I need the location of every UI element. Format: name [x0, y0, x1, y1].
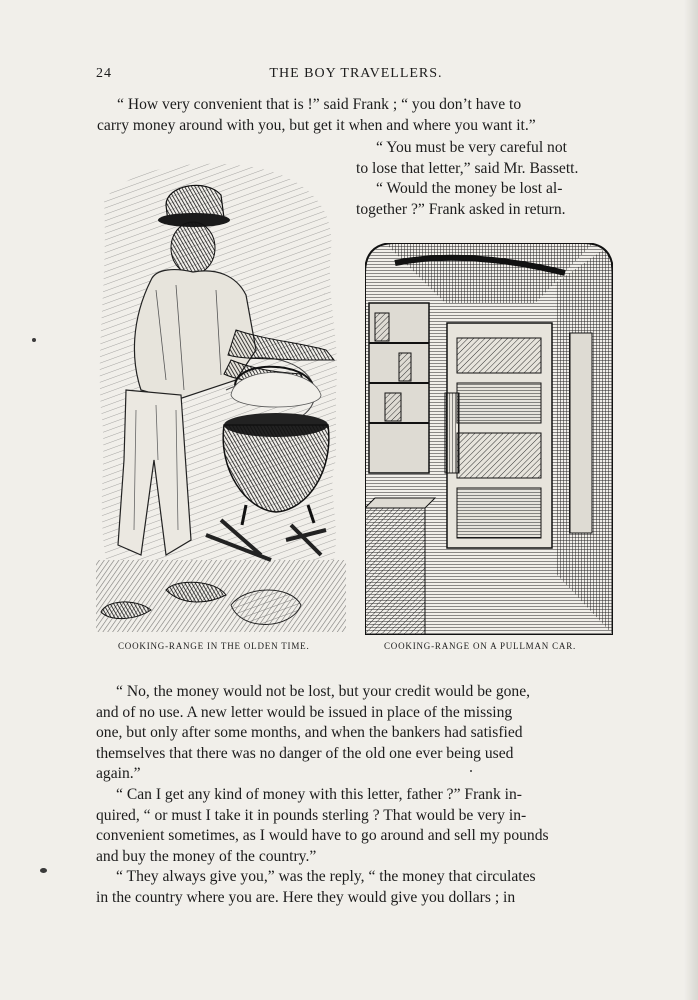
- text-line: to lose that letter,” said Mr. Bassett.: [356, 159, 579, 177]
- text-line: “ No, the money would not be lost, but your credit would be gone,: [116, 683, 531, 700]
- caption-pullman-car: COOKING-RANGE ON A PULLMAN CAR.: [384, 641, 577, 651]
- caption-olden-time: COOKING-RANGE IN THE OLDEN TIME.: [118, 641, 310, 651]
- text-line: together ?” Frank asked in return.: [356, 200, 566, 218]
- bottom-text: [96, 682, 618, 909]
- text-line: one, but only after some months, and when the bankers had satisfied: [96, 724, 523, 742]
- text-line: carry money around with you, but get it when and where you want it.”: [97, 116, 536, 134]
- text-line: again.”: [96, 765, 141, 783]
- text-line: quired, “ or must I take it in pounds sterling ? That would be very in-: [96, 806, 527, 824]
- text-line: “ You must be very careful not: [376, 139, 567, 156]
- olden-cooking-illustration: [96, 160, 346, 632]
- text-line: “ They always give you,” was the reply, “ the money that circulates: [116, 868, 536, 886]
- text-line: themselves that there was no danger of the old one ever being used: [96, 744, 514, 762]
- paper-speck: [40, 868, 47, 873]
- right-column-text: [356, 138, 618, 220]
- text-line: “ Would the money be lost al-: [376, 180, 563, 198]
- running-title: THE BOY TRAVELLERS.: [269, 66, 443, 81]
- top-paragraph: [97, 95, 618, 136]
- text-line: and of no use. A new letter would be issued in place of the missing: [96, 703, 513, 721]
- text-line: and buy the money of the country.”: [96, 847, 317, 865]
- paper-speck: [470, 770, 472, 772]
- text-line: convenient sometimes, as I would have to go around and sell my pounds: [96, 827, 549, 845]
- text-line: “ How very convenient that is !” said Frank ; “ you don’t have to: [117, 96, 522, 113]
- running-head: [96, 66, 616, 84]
- text-line: in the country where you are. Here they would give you dollars ; in: [96, 888, 516, 906]
- page-number: 24: [96, 66, 112, 81]
- page-edge-shadow: [684, 0, 698, 1000]
- pullman-cooking-illustration: [365, 243, 613, 635]
- paper-speck: [32, 338, 36, 342]
- text-line: “ Can I get any kind of money with this letter, father ?” Frank in-: [116, 785, 522, 803]
